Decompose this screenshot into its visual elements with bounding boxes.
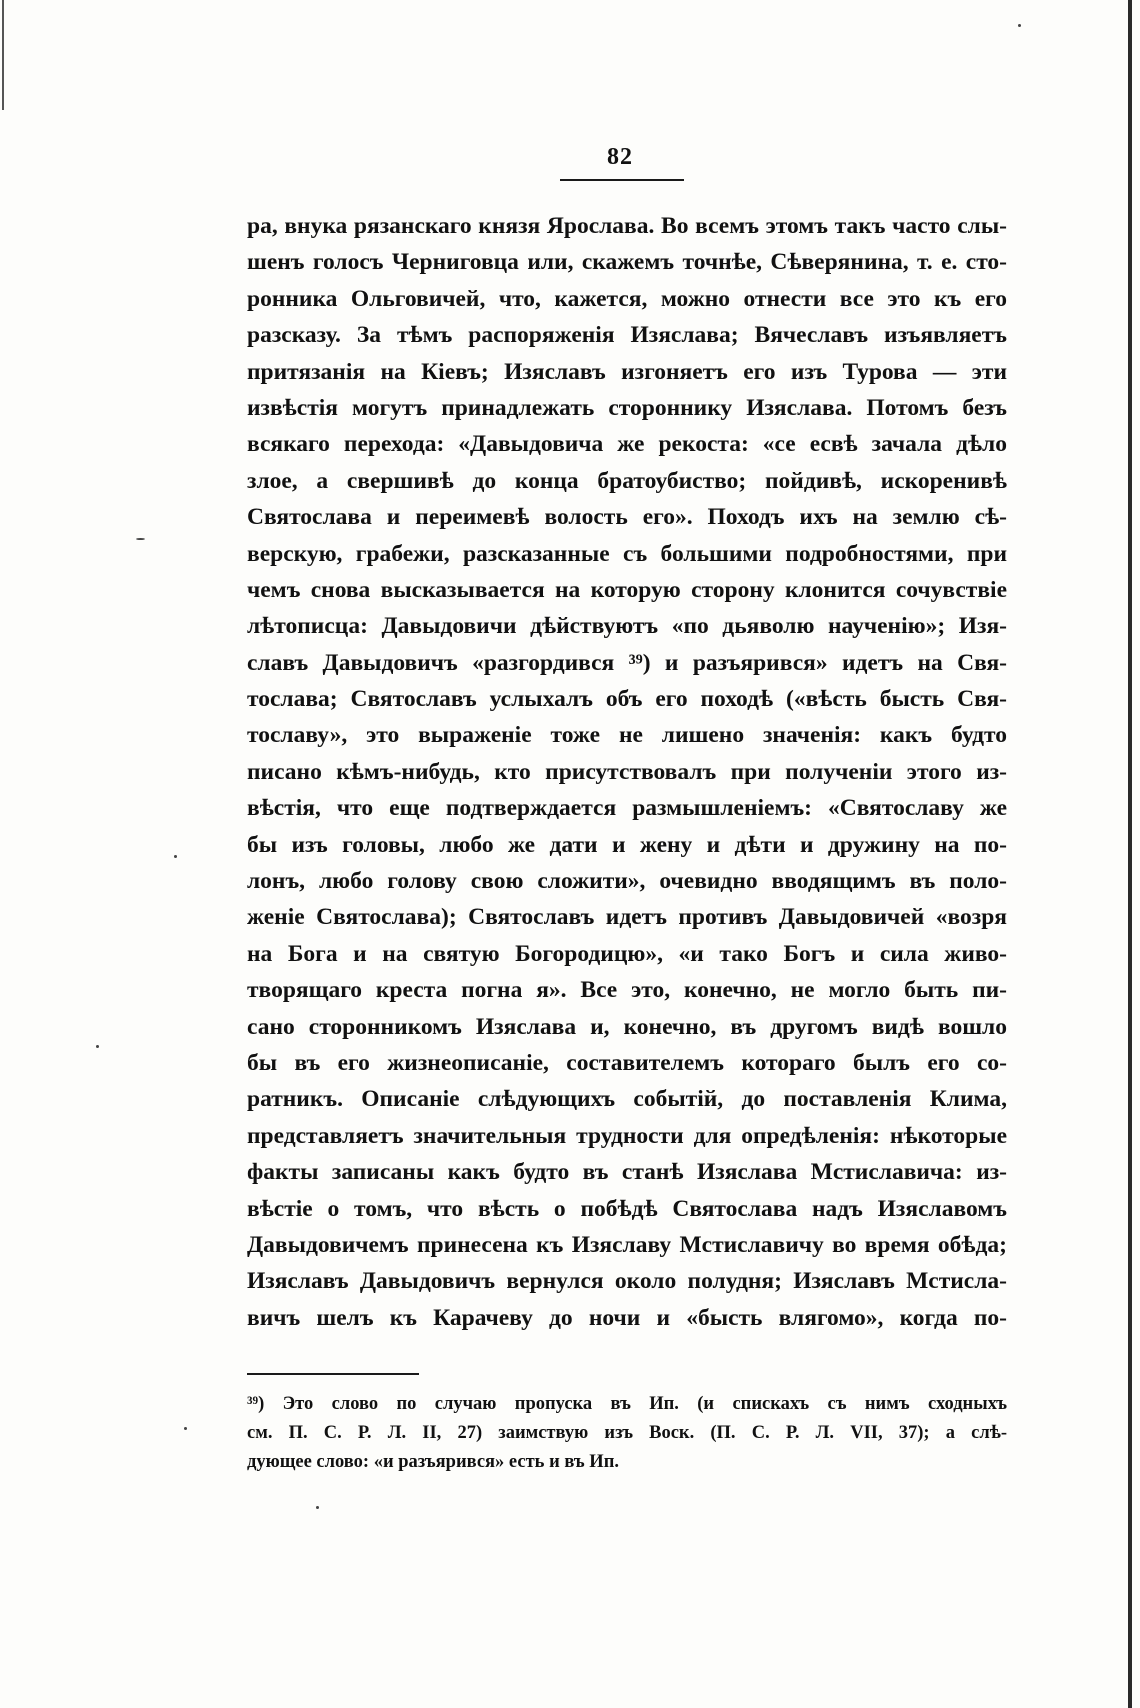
text-line: творящаго креста погна я». Все это, конечно, не могло быть пи- <box>247 977 1007 1004</box>
text-line: факты записаны какъ будто въ станѣ Изяслава Мстиславича: из- <box>247 1159 1007 1186</box>
text-line: лѣтописца: Давыдовичи дѣйствуютъ «по дьяволю наученію»; Изя- <box>247 613 1007 640</box>
text-line: ра, внука рязанскаго князя Ярослава. Во всемъ этомъ такъ часто слы- <box>247 213 1007 239</box>
text-line: ратникъ. Описаніе слѣдующихъ событій, до поставленія Клима, <box>247 1086 1007 1113</box>
text-line: лонъ, любо голову свою сложити», очевидно вводящимъ въ поло- <box>247 868 1007 895</box>
page-number: 82 <box>607 144 633 170</box>
text-line: притязанія на Кіевъ; Изяславъ изгоняетъ его изъ Турова — эти <box>247 358 1007 385</box>
text-line: бы въ его жизнеописаніе, составителемъ котораго былъ его со- <box>247 1049 1007 1076</box>
text-line: женіе Святослава); Святославъ идетъ противъ Давыдовичей «возря <box>247 904 1007 931</box>
text-line: сано сторонникомъ Изяслава и, конечно, въ другомъ видѣ вошло <box>247 1013 1007 1040</box>
text-line: Святослава и переимевѣ волость его». Походъ ихъ на землю сѣ- <box>247 504 1007 531</box>
text-line: бы изъ головы, любо же дати и жену и дѣти и дружину на по- <box>247 831 1007 858</box>
text-line: верскую, грабежи, разсказанные съ большими подробностями, при <box>247 540 1007 567</box>
text-line: писано кѣмъ-нибудь, кто присутствовалъ при полученіи этого из- <box>247 758 1007 785</box>
text-line: вичъ шелъ къ Карачеву до ночи и «бысть влягомо», когда по- <box>247 1304 1007 1331</box>
footnote <box>247 1390 1007 1477</box>
text-line: разсказу. За тѣмъ распоряженія Изяслава; Вячеславъ изъявляетъ <box>247 322 1007 349</box>
text-line: вѣстія, что еще подтверждается размышленіемъ: «Святославу же <box>247 795 1007 822</box>
body-text <box>247 208 1007 1336</box>
text-line: представляетъ значительныя трудности для опредѣленія: нѣкоторые <box>247 1122 1007 1149</box>
text-line: извѣстія могутъ принадлежать стороннику Изяслава. Потомъ безъ <box>247 394 1007 421</box>
text-line: тославу», это выраженіе тоже не лишено значенія: какъ будто <box>247 722 1007 749</box>
text-line: чемъ снова высказывается на которую сторону клонится сочувствіе <box>247 576 1007 603</box>
text-line: вѣстіе о томъ, что вѣсть о побѣдѣ Святослава надъ Изяславомъ <box>247 1195 1007 1222</box>
page-number-rule <box>560 179 684 181</box>
text-line: тослава; Святославъ услыхалъ объ его походѣ («вѣсть бысть Свя- <box>247 686 1007 713</box>
footnote-separator <box>247 1373 419 1375</box>
footnote-line: ³⁹) Это слово по случаю пропуска въ Ип. (и спискахъ съ нимъ сходныхъ <box>247 1394 1007 1414</box>
text-line: шенъ голосъ Черниговца или, скажемъ точнѣе, Сѣверянина, т. е. сто- <box>247 249 1007 276</box>
text-line: Изяславъ Давыдовичъ вернулся около полудня; Изяславъ Мстисла- <box>247 1268 1007 1295</box>
binding-edge-mark <box>2 0 4 110</box>
scan-speck <box>174 855 177 858</box>
page-edge-shadow <box>1128 0 1132 1708</box>
footnote-line: дующее слово: «и разъярився» есть и въ Ип. <box>247 1452 619 1472</box>
scan-speck <box>1018 24 1021 27</box>
text-line: злое, а свершивѣ до конца братоубиство; пойдивѣ, искоренивѣ <box>247 467 1007 494</box>
text-line: ронника Ольговичей, что, кажется, можно отнести все это къ его <box>247 285 1007 312</box>
scan-speck <box>184 1427 187 1430</box>
text-line: всякаго перехода: «Давыдовича же рекоста: «се есвѣ зачала дѣло <box>247 431 1007 458</box>
scan-speck <box>96 1045 99 1048</box>
scan-speck <box>316 1506 319 1509</box>
text-line: Давыдовичемъ принесена къ Изяславу Мстиславичу во время обѣда; <box>247 1231 1007 1258</box>
text-line: на Бога и на святую Богородицю», «и тако Богъ и сила живо- <box>247 940 1007 967</box>
footnote-line: см. П. С. Р. Л. II, 27) заимствую изъ Воск. (П. С. Р. Л. VII, 37); а слѣ- <box>247 1423 1007 1443</box>
scan-speck <box>136 538 145 540</box>
text-line: славъ Давыдовичъ «разгордився ³⁹) и разъярився» идетъ на Свя- <box>247 649 1007 676</box>
